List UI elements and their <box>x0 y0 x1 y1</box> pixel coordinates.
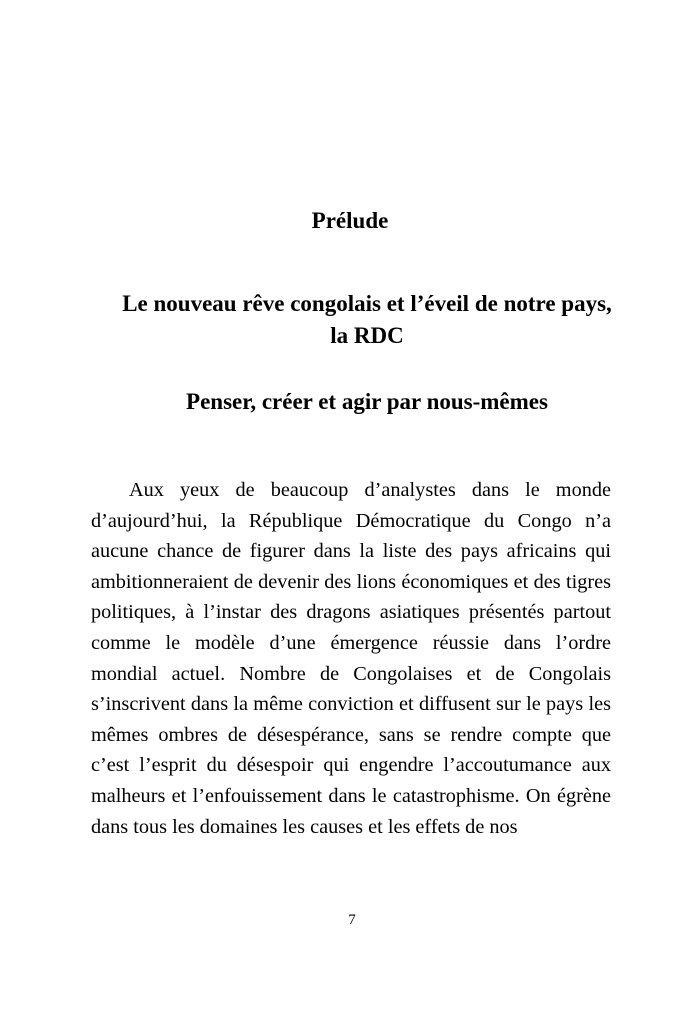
chapter-title: Le nouveau rêve congolais et l’éveil de notre pays, la RDC <box>122 291 612 348</box>
chapter-label: Prélude <box>311 208 389 233</box>
page-number: 7 <box>348 912 356 928</box>
chapter-subtitle: Penser, créer et agir par nous-mêmes <box>186 389 548 414</box>
body-paragraph: Aux yeux de beaucoup d’analystes dans le monde d’aujourd’hui, la République Démocratique du Congo n’a aucune chance de figurer dans la liste des pays africains qui ambitionneraient de devenir des lions économiques et des tigres politiques, à l’instar des dragons asiatiques présentés partout comme le modèle d’une émergence réussie dans l’ordre mondial actuel. Nombre de Congolaises et de Congolais s’inscrivent dans la même conviction et diffusent sur le pays les mêmes ombres de désespérance, sans se rendre compte que c’est l’esprit du désespoir qui engendre l’accoutumance aux malheurs et l’enfouissement dans le catastrophisme. On égrène dans tous les domaines les causes et les effets de nos <box>91 479 611 838</box>
